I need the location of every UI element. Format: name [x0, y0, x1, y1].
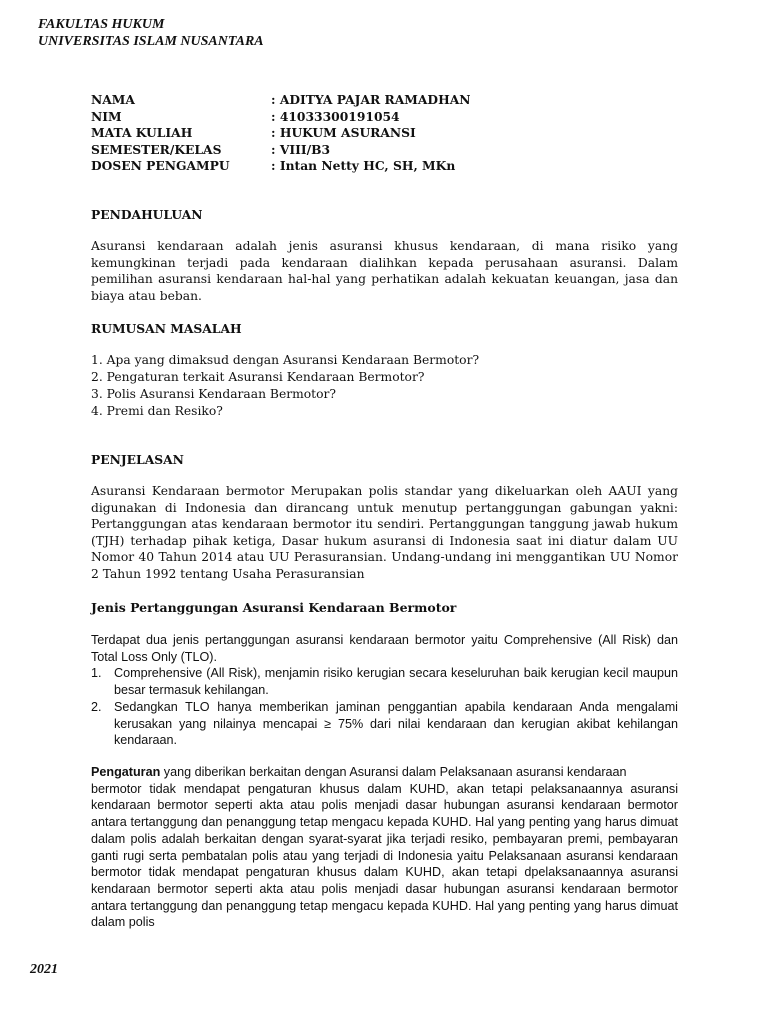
- penjelasan-section: [91, 451, 678, 583]
- rumusan-heading: RUMUSAN MASALAH: [91, 321, 242, 336]
- pendahuluan-text: Asuransi kendaraan adalah jenis asuransi khusus kendaraan, di mana risiko yang kemungkinan terjadi pada kendaraan dialihkan kepada perusahaan asuransi. Dalam pemilihan asuransi kendaraan hal-hal yang perhatikan adalah kekuatan keuangan, jasa dan biaya atau beban.: [91, 239, 678, 303]
- info-label: NIM: [91, 108, 122, 124]
- footer-year: 2021: [30, 962, 58, 977]
- penjelasan-heading: PENJELASAN: [91, 452, 184, 467]
- list-item: [91, 665, 678, 698]
- list-text: Comprehensive (All Risk), menjamin risiko kerugian secara keseluruhan baik kerugian kecil maupun besar termasuk kehilangan.: [114, 666, 678, 698]
- list-item: [91, 699, 678, 749]
- pengaturan-first-line: [91, 764, 678, 781]
- jenis-heading: Jenis Pertanggungan Asuransi Kendaraan Bermotor: [91, 600, 457, 615]
- university-name: UNIVERSITAS ISLAM NUSANTARA: [38, 34, 264, 49]
- list-item: 4. Premi dan Resiko?: [91, 404, 223, 418]
- pengaturan-text: bermotor tidak mendapat pengaturan khusus dalam KUHD, akan tetapi pelaksanaannya asuransi kendaraan bermotor seperti akta atau polis menjadi dasar hubungan asuransi kendaraan bermotor antara tertanggung dan penanggung tetap mengacu kepada KUHD. Hal yang penting yang harus dimuat dalam polis adalah berkaitan dengan syarat-syarat jika terjadi resiko, pembayaran premi, pembayaran ganti rugi serta pembatalan polis atau yang terjadi di Indonesia yaitu Pelaksanaan asuransi kendaraan bermotor tidak mendapat pengaturan khusus dalam KUHD, akan tetapi dpelaksanaannya asuransi kendaraan bermotor seperti akta atau polis menjadi dasar hubungan asuransi kendaraan bermotor antara tertanggung dan penanggung tetap mengacu kepada KUHD. Hal yang penting yang harus dimuat dalam polis: [91, 781, 678, 930]
- info-row-nama: [91, 92, 470, 109]
- info-value: : 41033300191054: [271, 108, 400, 124]
- pengaturan-lead: Pengaturan: [91, 765, 161, 779]
- pengaturan-lead-rest: yang diberikan berkaitan dengan Asuransi dalam Pelaksanaan asuransi kendaraan: [160, 765, 627, 779]
- list-item: 3. Polis Asuransi Kendaraan Bermotor?: [91, 387, 336, 401]
- pendahuluan-section: [91, 206, 678, 304]
- document-header: [38, 16, 264, 50]
- pengaturan-section: [91, 764, 678, 931]
- info-row-semester-kelas: [91, 142, 470, 159]
- info-label: MATA KULIAH: [91, 125, 193, 140]
- info-row-nim: [91, 109, 470, 126]
- info-label: SEMESTER/KELAS: [91, 141, 222, 157]
- jenis-intro: Terdapat dua jenis pertanggungan asuransi kendaraan bermotor yaitu Comprehensive (All Risk) dan Total Loss Only (TLO).: [91, 633, 678, 664]
- list-number: 2.: [91, 699, 102, 714]
- rumusan-section: [91, 320, 678, 420]
- info-value: : Intan Netty HC, SH, MKn: [271, 158, 456, 173]
- list-number: 1.: [91, 666, 102, 681]
- info-value: : VIII/B3: [271, 141, 331, 157]
- list-item: 1. Apa yang dimaksud dengan Asuransi Kendaraan Bermotor?: [91, 353, 480, 367]
- info-row-dosen: [91, 158, 470, 175]
- jenis-list: [91, 665, 678, 749]
- info-value: : ADITYA PAJAR RAMADHAN: [271, 92, 471, 107]
- list-text: Sedangkan TLO hanya memberikan jaminan penggantian apabila kendaraan Anda mengalami kerusakan yang nilainya mencapai ≥ 75% dari nilai kendaraan dan kerugian akibat kehilangan kendaraan.: [114, 699, 678, 748]
- info-label: NAMA: [91, 92, 135, 107]
- rumusan-list: [91, 352, 678, 420]
- faculty-name: FAKULTAS HUKUM: [38, 17, 165, 32]
- pendahuluan-heading: PENDAHULUAN: [91, 207, 203, 222]
- info-label: DOSEN PENGAMPU: [91, 158, 230, 173]
- info-row-mata-kuliah: [91, 125, 470, 142]
- jenis-section: [91, 599, 678, 749]
- info-value: : HUKUM ASURANSI: [271, 125, 416, 140]
- penjelasan-text: Asuransi Kendaraan bermotor Merupakan polis standar yang dikeluarkan oleh AAUI yang digunakan di Indonesia dan dirancang untuk menutup pertanggungan gabungan yakni: Pertanggungan atas kendaraan bermotor itu sendiri. Pertanggungan tanggung jawab hukum (TJH) terhadap pihak ketiga, Dasar hukum asuransi di Indonesia saat ini diatur dalam UU Nomor 40 Tahun 2014 atau UU Perasuransian. Undang-undang ini menggantikan UU Nomor 2 Tahun 1992 tentang Usaha Perasuransian: [91, 484, 678, 581]
- list-item: 2. Pengaturan terkait Asuransi Kendaraan Bermotor?: [91, 370, 425, 384]
- student-info: [91, 92, 470, 175]
